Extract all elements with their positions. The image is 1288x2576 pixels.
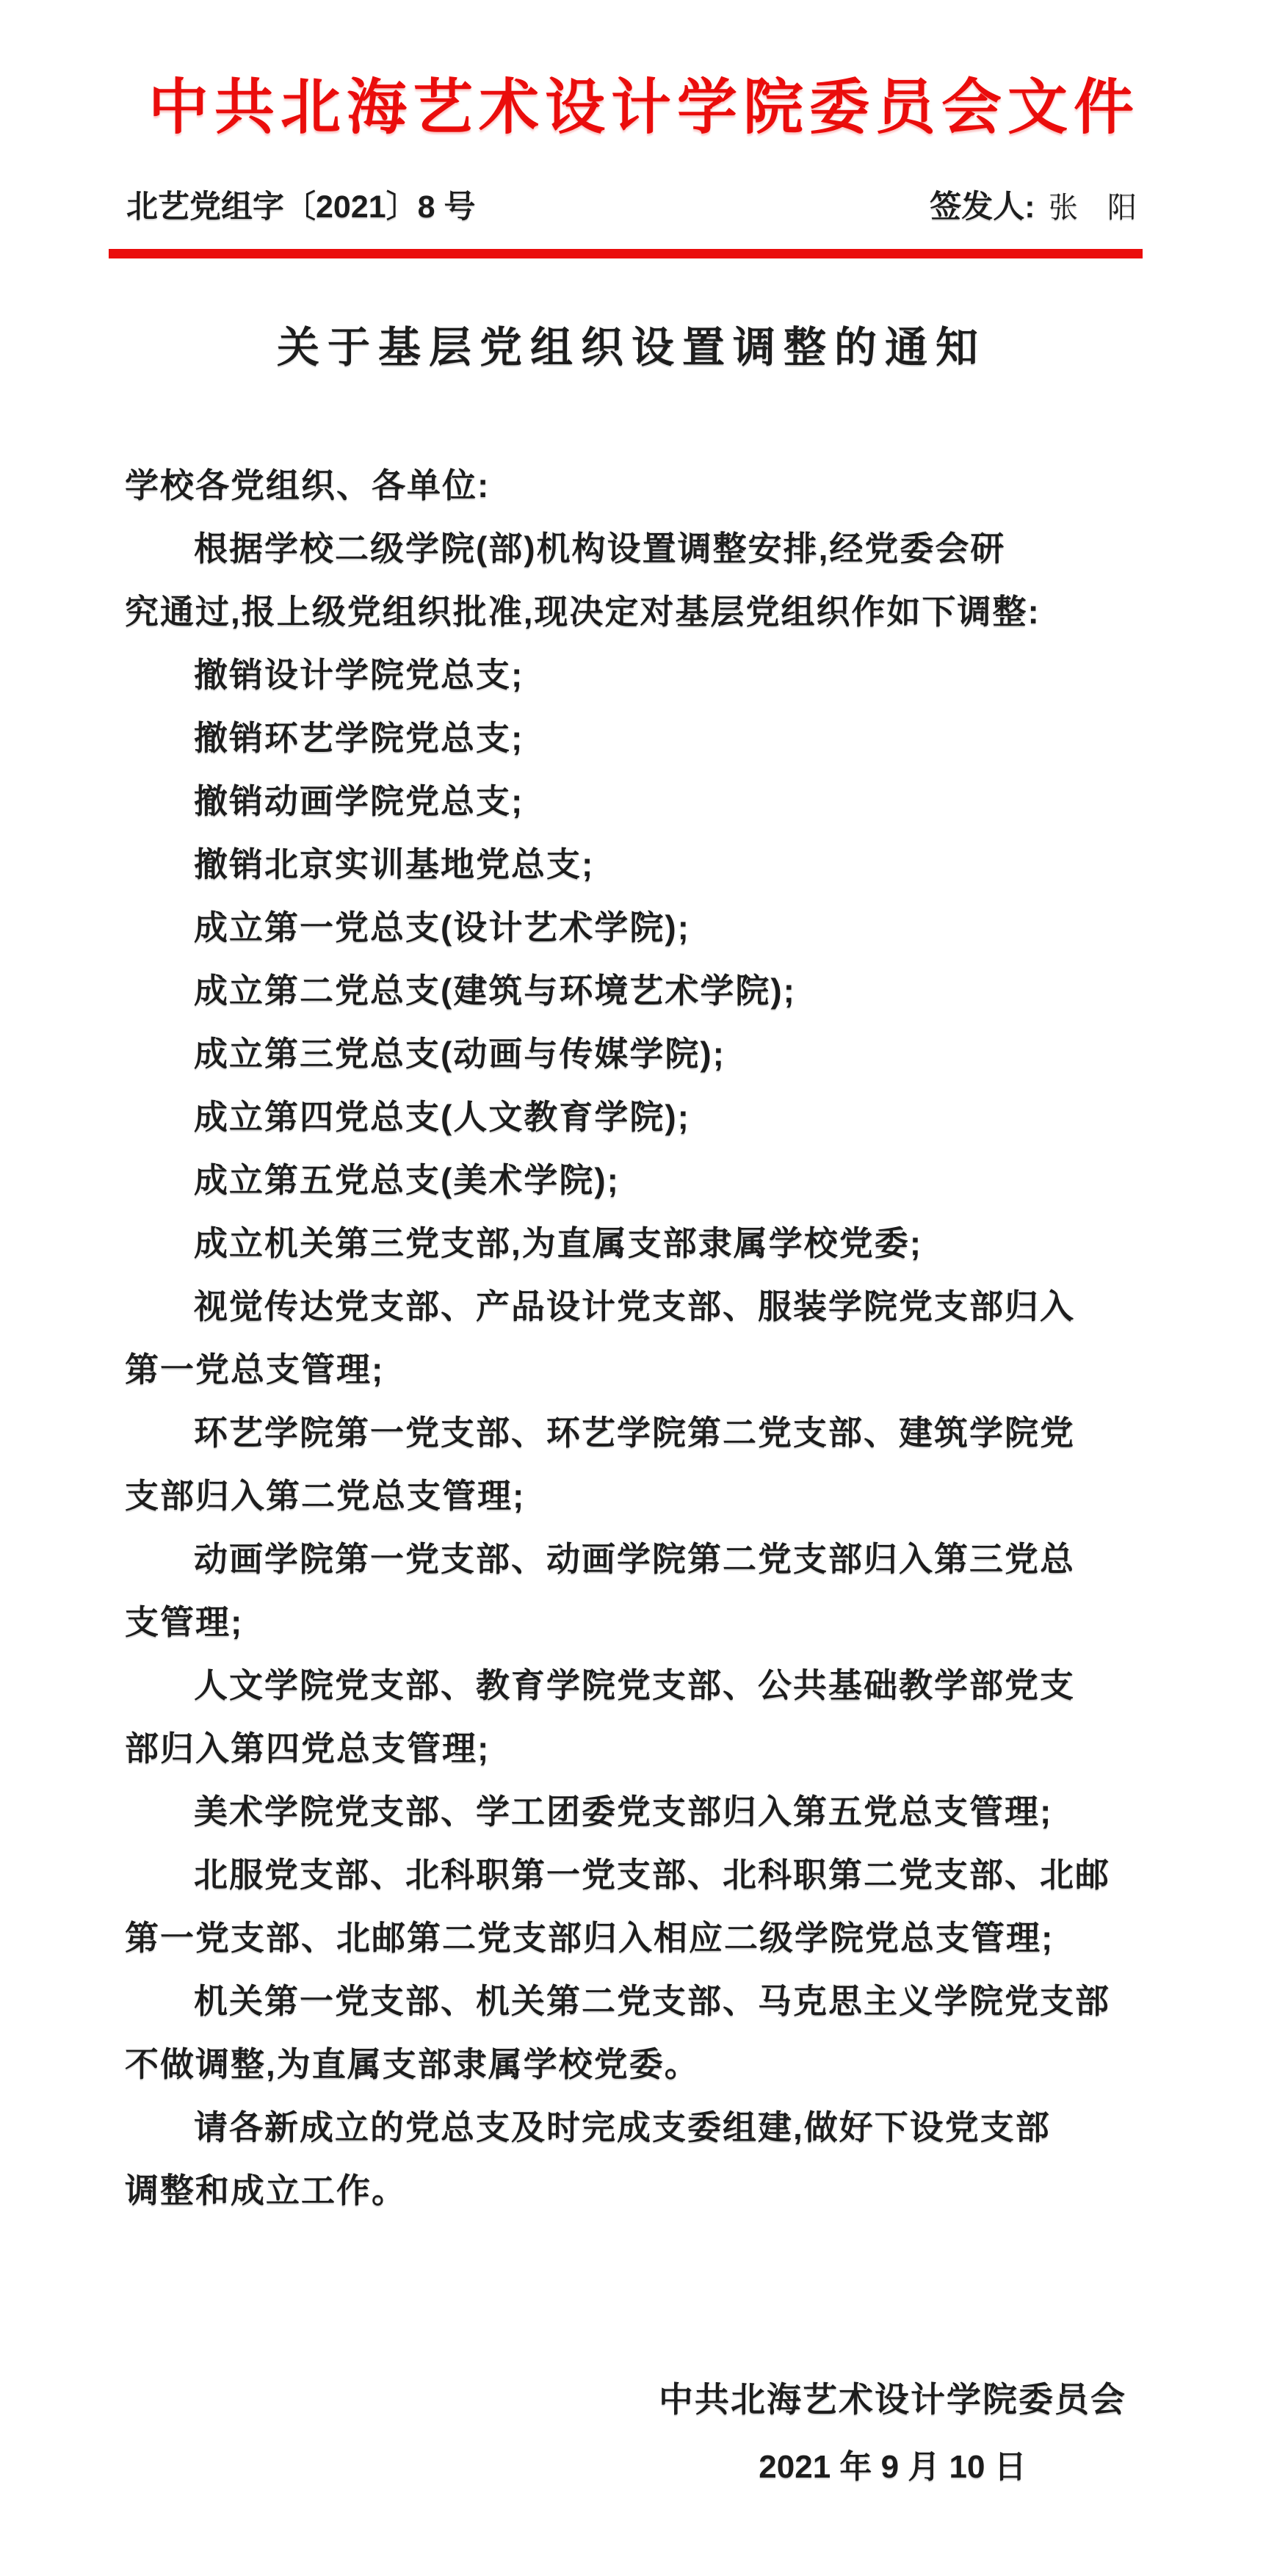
issuer: [930, 182, 1137, 227]
signature-block: [659, 2366, 1126, 2501]
signature-date: 2021 年 9 月 10 日: [759, 2449, 1027, 2485]
body-line: 部归入第四党总支管理;: [125, 1729, 491, 1768]
body-line: 调整和成立工作。: [125, 2171, 407, 2210]
doc-meta-row: [126, 182, 1137, 227]
body-line: 撤销设计学院党总支;: [194, 656, 524, 694]
issuer-label: 签发人:: [930, 189, 1035, 225]
body-line: 第一党总支管理;: [125, 1350, 385, 1389]
body-line: 撤销动画学院党总支;: [194, 782, 524, 820]
document-body: [125, 454, 1156, 2222]
body-line: 支部归入第二党总支管理;: [125, 1477, 526, 1515]
body-line: 环艺学院第一党支部、环艺学院第二党支部、建筑学院党: [194, 1414, 1075, 1452]
signature-org: 中共北海艺术设计学院委员会: [659, 2380, 1126, 2419]
body-line: 支管理;: [125, 1603, 244, 1641]
body-line: 究通过,报上级党组织批准,现决定对基层党组织作如下调整:: [125, 593, 1041, 631]
body-line: 第一党支部、北邮第二党支部归入相应二级学院党总支管理;: [125, 1919, 1054, 1957]
salutation-line: 学校各党组织、各单位:: [125, 466, 491, 504]
body-line: 机关第一党支部、机关第二党支部、马克思主义学院党支部: [194, 1982, 1110, 2020]
body-line: 撤销北京实训基地党总支;: [194, 845, 595, 883]
document-title: 关于基层党组织设置调整的通知: [276, 324, 986, 372]
red-divider-line: [109, 249, 1143, 258]
body-line: 成立第三党总支(动画与传媒学院);: [194, 1035, 726, 1073]
doc-number: 北艺党组字〔2021〕8 号: [126, 189, 476, 225]
issuer-name: 张 阳: [1049, 191, 1137, 224]
letterhead-org-title: 中共北海艺术设计学院委员会文件: [148, 74, 1140, 141]
body-line: 不做调整,为直属支部隶属学校党委。: [125, 2045, 700, 2083]
body-line: 动画学院第一党支部、动画学院第二党支部归入第三党总: [194, 1540, 1075, 1578]
body-line: 成立第五党总支(美术学院);: [194, 1161, 620, 1199]
body-line: 请各新成立的党总支及时完成支委组建,做好下设党支部: [194, 2108, 1051, 2146]
body-line: 成立机关第三党支部,为直属支部隶属学校党委;: [194, 1224, 923, 1262]
body-line: 根据学校二级学院(部)机构设置调整安排,经党委会研: [194, 529, 1006, 568]
body-line: 美术学院党支部、学工团委党支部归入第五党总支管理;: [194, 1792, 1053, 1831]
body-line: 成立第一党总支(设计艺术学院);: [194, 908, 690, 947]
body-line: 北服党支部、北科职第一党支部、北科职第二党支部、北邮: [194, 1856, 1110, 1894]
body-line: 成立第二党总支(建筑与环境艺术学院);: [194, 972, 796, 1010]
body-line: 撤销环艺学院党总支;: [194, 719, 524, 757]
body-line: 人文学院党支部、教育学院党支部、公共基础教学部党支: [194, 1666, 1075, 1704]
body-line: 视觉传达党支部、产品设计党支部、服装学院党支部归入: [194, 1287, 1075, 1325]
body-line: 成立第四党总支(人文教育学院);: [194, 1098, 690, 1136]
